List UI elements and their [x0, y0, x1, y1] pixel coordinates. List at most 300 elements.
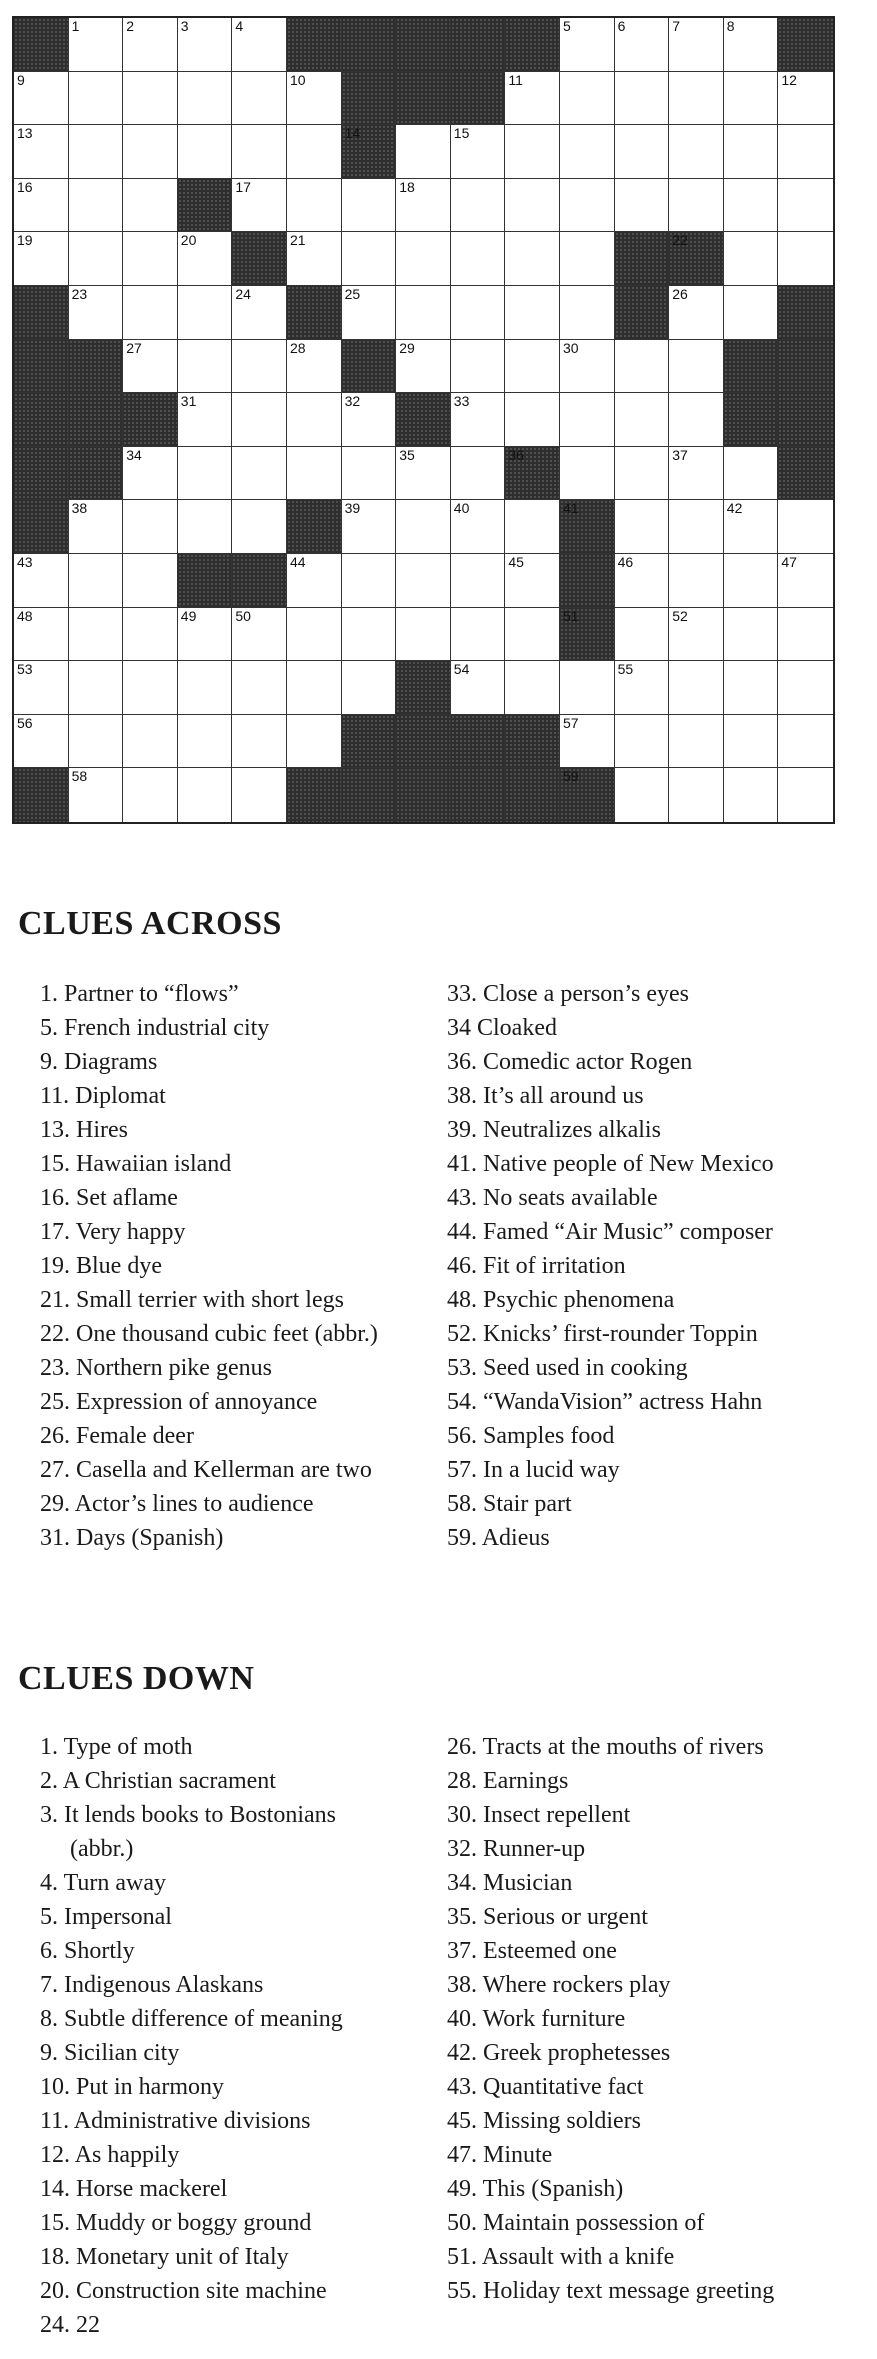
answer-square[interactable] — [396, 179, 451, 233]
clue-number: 56. — [447, 1423, 477, 1449]
square-number: 27 — [126, 339, 142, 356]
answer-square[interactable] — [178, 447, 233, 501]
answer-square[interactable] — [505, 232, 560, 286]
answer-square[interactable] — [615, 554, 670, 608]
square-number: 9 — [17, 71, 25, 88]
answer-square[interactable] — [724, 608, 779, 662]
answer-square[interactable] — [724, 500, 779, 554]
answer-square[interactable] — [669, 715, 724, 769]
answer-square[interactable] — [451, 661, 506, 715]
square-number: 2 — [126, 18, 134, 34]
clue-item — [40, 1079, 378, 1113]
clue-number: 46. — [447, 1253, 477, 1279]
answer-square[interactable] — [615, 179, 670, 233]
answer-square[interactable] — [178, 286, 233, 340]
square-number: 41 — [562, 500, 579, 517]
answer-square[interactable] — [123, 500, 178, 554]
answer-square[interactable] — [451, 179, 506, 233]
answer-square[interactable] — [69, 18, 124, 72]
answer-square[interactable] — [615, 715, 670, 769]
answer-square[interactable] — [69, 72, 124, 126]
clue-item — [40, 2002, 343, 2036]
answer-square[interactable] — [342, 500, 397, 554]
clue-number: 50. — [447, 2210, 477, 2236]
clue-text: Monetary unit of Italy — [76, 2244, 289, 2270]
answer-square[interactable] — [287, 340, 342, 394]
answer-square[interactable] — [287, 554, 342, 608]
answer-square[interactable] — [342, 393, 397, 447]
black-square — [560, 608, 615, 662]
clue-item — [40, 1215, 378, 1249]
black-square — [560, 768, 615, 822]
answer-square[interactable] — [560, 286, 615, 340]
answer-square[interactable] — [342, 554, 397, 608]
answer-square[interactable] — [178, 608, 233, 662]
clue-text: Blue dye — [76, 1253, 162, 1279]
answer-square[interactable] — [69, 715, 124, 769]
clue-number: 1. — [40, 1734, 58, 1760]
clue-item — [40, 2240, 343, 2274]
answer-square[interactable] — [123, 286, 178, 340]
clue-item — [40, 1798, 343, 1832]
answer-square[interactable] — [615, 125, 670, 179]
answer-square[interactable] — [123, 125, 178, 179]
answer-square[interactable] — [451, 340, 506, 394]
answer-square[interactable] — [14, 661, 69, 715]
square-number: 13 — [17, 125, 33, 142]
answer-square[interactable] — [123, 768, 178, 822]
clue-number: 49. — [447, 2176, 477, 2202]
clue-number: 52. — [447, 1321, 477, 1347]
answer-square[interactable] — [287, 232, 342, 286]
answer-square[interactable] — [232, 661, 287, 715]
square-number: 16 — [17, 178, 33, 195]
answer-square[interactable] — [232, 608, 287, 662]
answer-square[interactable] — [123, 554, 178, 608]
answer-square[interactable] — [69, 608, 124, 662]
answer-square[interactable] — [287, 447, 342, 501]
answer-square[interactable] — [451, 393, 506, 447]
clue-number: 26. — [447, 1734, 477, 1760]
clue-item — [447, 2036, 774, 2070]
answer-square[interactable] — [669, 447, 724, 501]
answer-square[interactable] — [724, 125, 779, 179]
clue-item — [447, 1419, 774, 1453]
answer-square[interactable] — [778, 554, 833, 608]
answer-square[interactable] — [123, 447, 178, 501]
black-square — [778, 340, 833, 394]
black-square — [778, 286, 833, 340]
clue-number: 45. — [447, 2108, 477, 2134]
square-number: 33 — [453, 393, 470, 410]
black-square — [14, 393, 69, 447]
clue-item — [40, 1764, 343, 1798]
answer-square[interactable] — [69, 286, 124, 340]
answer-square[interactable] — [232, 18, 287, 72]
answer-square[interactable] — [342, 661, 397, 715]
answer-square[interactable] — [615, 340, 670, 394]
clue-number: 37. — [447, 1938, 477, 1964]
answer-square[interactable] — [342, 447, 397, 501]
answer-square[interactable] — [232, 72, 287, 126]
clue-text: Missing soldiers — [483, 2108, 642, 2134]
answer-square[interactable] — [287, 661, 342, 715]
answer-square[interactable] — [669, 393, 724, 447]
answer-square[interactable] — [123, 661, 178, 715]
answer-square[interactable] — [178, 340, 233, 394]
answer-square[interactable] — [505, 340, 560, 394]
clue-number: 41. — [447, 1151, 477, 1177]
answer-square[interactable] — [342, 286, 397, 340]
answer-square[interactable] — [451, 554, 506, 608]
black-square — [178, 179, 233, 233]
clue-text: Actor’s lines to audience — [74, 1491, 314, 1517]
answer-square[interactable] — [724, 72, 779, 126]
clue-number: 13. — [40, 1117, 70, 1143]
clue-text: Turn away — [63, 1870, 167, 1896]
square-number: 7 — [672, 18, 680, 34]
clue-item — [40, 1147, 378, 1181]
answer-square[interactable] — [287, 715, 342, 769]
clue-number: 36. — [447, 1049, 477, 1075]
clue-text: Diagrams — [64, 1049, 158, 1075]
answer-square[interactable] — [396, 340, 451, 394]
clue-item — [447, 1351, 774, 1385]
clue-number: 38. — [447, 1972, 477, 1998]
answer-square[interactable] — [615, 72, 670, 126]
answer-square[interactable] — [287, 125, 342, 179]
clue-item — [447, 1113, 774, 1147]
square-number: 20 — [180, 232, 197, 249]
clue-number: 15. — [40, 2210, 70, 2236]
answer-square[interactable] — [724, 232, 779, 286]
answer-square[interactable] — [451, 232, 506, 286]
answer-square[interactable] — [178, 232, 233, 286]
clue-number: 28. — [447, 1768, 477, 1794]
answer-square[interactable] — [232, 125, 287, 179]
answer-square[interactable] — [778, 179, 833, 233]
answer-square[interactable] — [69, 232, 124, 286]
answer-square[interactable] — [669, 286, 724, 340]
clue-item — [447, 1866, 774, 1900]
answer-square[interactable] — [724, 554, 779, 608]
answer-square[interactable] — [69, 500, 124, 554]
black-square — [342, 768, 397, 822]
black-square — [287, 286, 342, 340]
answer-square[interactable] — [69, 554, 124, 608]
clue-item — [40, 2274, 343, 2308]
clue-number: 22. — [40, 1321, 70, 1347]
clue-number: 38. — [447, 1083, 477, 1109]
clue-text: Diplomat — [75, 1083, 166, 1109]
square-number: 53 — [17, 661, 33, 678]
answer-square[interactable] — [778, 661, 833, 715]
clue-text: Cloaked — [477, 1015, 557, 1041]
black-square — [342, 715, 397, 769]
answer-square[interactable] — [69, 768, 124, 822]
square-number: 39 — [344, 500, 361, 517]
square-number: 43 — [17, 553, 33, 570]
answer-square[interactable] — [14, 554, 69, 608]
clue-item — [447, 1283, 774, 1317]
answer-square[interactable] — [669, 661, 724, 715]
down-clues-column-1 — [40, 1730, 343, 2342]
answer-square[interactable] — [778, 72, 833, 126]
answer-square[interactable] — [232, 768, 287, 822]
clue-number: 30. — [447, 1802, 477, 1828]
square-number: 34 — [126, 446, 142, 463]
clue-item — [447, 1045, 774, 1079]
clue-number: 14. — [40, 2176, 70, 2202]
answer-square[interactable] — [69, 661, 124, 715]
answer-square[interactable] — [69, 125, 124, 179]
answer-square[interactable] — [724, 661, 779, 715]
answer-square[interactable] — [287, 72, 342, 126]
black-square — [396, 768, 451, 822]
answer-square[interactable] — [669, 18, 724, 72]
answer-square[interactable] — [287, 608, 342, 662]
clue-text: Greek prophetesses — [483, 2040, 671, 2066]
answer-square[interactable] — [669, 608, 724, 662]
square-number: 35 — [399, 446, 415, 463]
answer-square[interactable] — [451, 500, 506, 554]
black-square — [396, 393, 451, 447]
answer-square[interactable] — [396, 286, 451, 340]
answer-square[interactable] — [560, 447, 615, 501]
clue-item — [40, 1385, 378, 1419]
answer-square[interactable] — [778, 715, 833, 769]
answer-square[interactable] — [505, 608, 560, 662]
answer-square[interactable] — [396, 500, 451, 554]
answer-square[interactable] — [123, 232, 178, 286]
answer-square[interactable] — [669, 554, 724, 608]
answer-square[interactable] — [560, 179, 615, 233]
answer-square[interactable] — [178, 18, 233, 72]
clue-item — [447, 1764, 774, 1798]
square-number: 26 — [672, 285, 688, 302]
answer-square[interactable] — [178, 500, 233, 554]
answer-square[interactable] — [396, 447, 451, 501]
clue-text: Days (Spanish) — [76, 1525, 224, 1551]
answer-square[interactable] — [451, 125, 506, 179]
black-square — [451, 18, 506, 72]
answer-square[interactable] — [505, 179, 560, 233]
answer-square[interactable] — [724, 18, 779, 72]
answer-square[interactable] — [123, 715, 178, 769]
clue-text: Set aflame — [76, 1185, 178, 1211]
clue-item — [40, 2036, 343, 2070]
square-number: 1 — [71, 18, 80, 34]
answer-square[interactable] — [560, 661, 615, 715]
answer-square[interactable] — [287, 393, 342, 447]
answer-square[interactable] — [560, 125, 615, 179]
answer-square[interactable] — [505, 554, 560, 608]
clue-text: It lends books to Bostonians — [64, 1802, 337, 1828]
clue-text: A Christian sacrament — [62, 1768, 276, 1794]
answer-square[interactable] — [123, 608, 178, 662]
answer-square[interactable] — [778, 500, 833, 554]
answer-square[interactable] — [615, 393, 670, 447]
clue-text: Fit of irritation — [483, 1253, 626, 1279]
answer-square[interactable] — [724, 179, 779, 233]
clue-item — [447, 1730, 774, 1764]
answer-square[interactable] — [560, 715, 615, 769]
answer-square[interactable] — [669, 500, 724, 554]
answer-square[interactable] — [615, 608, 670, 662]
black-square — [451, 72, 506, 126]
clue-number: 8. — [40, 2006, 58, 2032]
clue-number: 29. — [40, 1491, 70, 1517]
black-square — [505, 447, 560, 501]
answer-square[interactable] — [178, 768, 233, 822]
answer-square[interactable] — [14, 125, 69, 179]
answer-square[interactable] — [778, 125, 833, 179]
black-square — [505, 18, 560, 72]
answer-square[interactable] — [232, 340, 287, 394]
square-number: 58 — [71, 768, 88, 785]
clue-number: 33. — [447, 981, 477, 1007]
clue-number: 21. — [40, 1287, 70, 1313]
answer-square[interactable] — [451, 608, 506, 662]
clue-text: It’s all around us — [483, 1083, 644, 1109]
clue-item — [40, 1113, 378, 1147]
answer-square[interactable] — [178, 715, 233, 769]
answer-square[interactable] — [342, 179, 397, 233]
answer-square[interactable] — [14, 179, 69, 233]
answer-square[interactable] — [778, 232, 833, 286]
clue-item — [447, 1900, 774, 1934]
answer-square[interactable] — [778, 608, 833, 662]
answer-square[interactable] — [14, 715, 69, 769]
answer-square[interactable] — [724, 286, 779, 340]
black-square — [287, 18, 342, 72]
clue-number: 35. — [447, 1904, 477, 1930]
square-number: 51 — [562, 607, 579, 624]
answer-square[interactable] — [396, 232, 451, 286]
answer-square[interactable] — [669, 72, 724, 126]
answer-square[interactable] — [615, 661, 670, 715]
answer-square[interactable] — [669, 179, 724, 233]
answer-square[interactable] — [123, 72, 178, 126]
answer-square[interactable] — [123, 340, 178, 394]
clue-number: 15. — [40, 1151, 70, 1177]
answer-square[interactable] — [778, 768, 833, 822]
clue-number: 43. — [447, 2074, 477, 2100]
answer-square[interactable] — [178, 393, 233, 447]
answer-square[interactable] — [178, 72, 233, 126]
answer-square[interactable] — [560, 393, 615, 447]
answer-square[interactable] — [451, 286, 506, 340]
clue-item — [447, 1317, 774, 1351]
answer-square[interactable] — [615, 18, 670, 72]
answer-square[interactable] — [178, 125, 233, 179]
square-number: 31 — [180, 393, 197, 410]
square-number: 4 — [235, 18, 244, 34]
answer-square[interactable] — [560, 18, 615, 72]
answer-square[interactable] — [232, 447, 287, 501]
answer-square[interactable] — [669, 768, 724, 822]
square-number: 23 — [71, 285, 88, 302]
answer-square[interactable] — [560, 72, 615, 126]
answer-square[interactable] — [505, 125, 560, 179]
answer-square[interactable] — [232, 393, 287, 447]
down-heading: CLUES DOWN — [18, 1660, 255, 1697]
answer-square[interactable] — [615, 447, 670, 501]
answer-square[interactable] — [232, 715, 287, 769]
answer-square[interactable] — [232, 286, 287, 340]
answer-square[interactable] — [615, 500, 670, 554]
answer-square[interactable] — [342, 608, 397, 662]
answer-square[interactable] — [396, 125, 451, 179]
answer-square[interactable] — [615, 768, 670, 822]
answer-square[interactable] — [724, 715, 779, 769]
answer-square[interactable] — [342, 232, 397, 286]
answer-square[interactable] — [232, 500, 287, 554]
black-square — [505, 768, 560, 822]
answer-square[interactable] — [123, 18, 178, 72]
square-number: 49 — [180, 607, 197, 624]
clue-item — [40, 1453, 378, 1487]
square-number: 29 — [399, 339, 415, 356]
answer-square[interactable] — [505, 661, 560, 715]
black-square — [342, 340, 397, 394]
clue-item — [447, 1249, 774, 1283]
answer-square[interactable] — [396, 554, 451, 608]
black-square — [232, 554, 287, 608]
answer-square[interactable] — [396, 608, 451, 662]
square-number: 6 — [617, 18, 626, 34]
answer-square[interactable] — [560, 340, 615, 394]
answer-square[interactable] — [232, 179, 287, 233]
clue-text: Shortly — [64, 1938, 135, 1964]
black-square — [724, 340, 779, 394]
answer-square[interactable] — [14, 608, 69, 662]
clue-item — [447, 2070, 774, 2104]
clue-item — [447, 1968, 774, 2002]
answer-square[interactable] — [560, 232, 615, 286]
clue-number: 42. — [447, 2040, 477, 2066]
answer-square[interactable] — [724, 768, 779, 822]
clue-text: (abbr.) — [70, 1836, 134, 1862]
answer-square[interactable] — [14, 232, 69, 286]
clue-item — [447, 977, 774, 1011]
answer-square[interactable] — [287, 179, 342, 233]
answer-square[interactable] — [14, 72, 69, 126]
clue-text: Expression of annoyance — [76, 1389, 318, 1415]
answer-square[interactable] — [178, 661, 233, 715]
square-number: 8 — [726, 18, 735, 34]
clue-number: 55. — [447, 2278, 477, 2304]
clue-item — [447, 1934, 774, 1968]
answer-square[interactable] — [669, 340, 724, 394]
clue-text: Very happy — [75, 1219, 186, 1245]
answer-square[interactable] — [505, 72, 560, 126]
answer-square[interactable] — [505, 393, 560, 447]
down-clues-column-2 — [447, 1730, 774, 2308]
answer-square[interactable] — [669, 125, 724, 179]
across-clues-column-2 — [447, 977, 774, 1555]
answer-square[interactable] — [123, 179, 178, 233]
clue-number: 40. — [447, 2006, 477, 2032]
answer-square[interactable] — [505, 286, 560, 340]
clue-number: 34 — [447, 1015, 471, 1041]
answer-square[interactable] — [724, 447, 779, 501]
answer-square[interactable] — [451, 447, 506, 501]
clue-item — [40, 2172, 343, 2206]
clue-item — [447, 2240, 774, 2274]
answer-square[interactable] — [69, 179, 124, 233]
answer-square[interactable] — [505, 500, 560, 554]
